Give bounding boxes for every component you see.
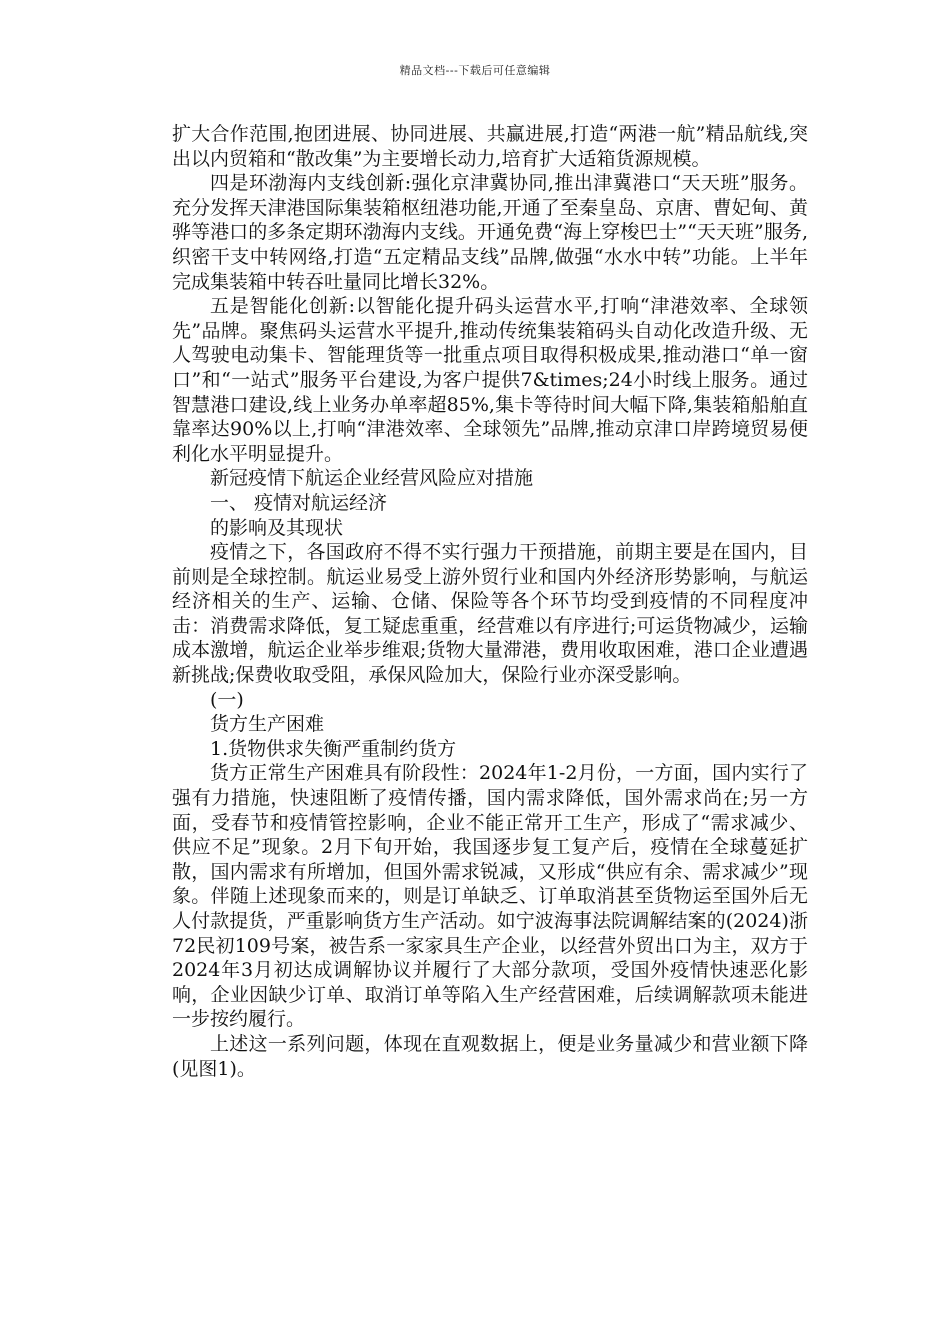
paragraph-cargo-owner-difficulty: 货方正常生产困难具有阶段性：2024年1-2月份，一方面，国内实行了强有力措施，快速阻断了疫情传播，国内需求降低，国外需求尚在;另一方面，受春节和疫情管控影响，企业不能正常开工生产，形成了“需求减少、供应不足”现象。2月下旬开始，我国逐步复工复产后，疫情在全球蔓延扩散，国内需求有所增加，但国外需求锐减，又形成“供应有余、需求减少”现象。伴随上述现象而来的，则是订单缺乏、订单取消甚至货物运至国外后无人付款提货，严重影响货方生产活动。如宁波海事法院调解结案的(2024)浙72民初109号案，被告系一家家具生产企业，以经营外贸出口为主，双方于2024年3月初达成调解协议并履行了大部分款项，受国外疫情快速恶化影响，企业因缺少订单、取消订单等陷入生产经营困难，后续调解款项未能进一步按约履行。 [172,762,808,1031]
subsection-heading: 货方生产困难 [210,713,325,736]
document-body [172,122,808,1081]
paragraph-epidemic-impact: 疫情之下，各国政府不得不实行强力干预措施，前期主要是在国内，目前则是全球控制。航运业易受上游外贸行业和国内外经济形势影响，与航运经济相关的生产、运输、仓储、保险等各个环节均受到疫情的不同程度冲击：消费需求降低，复工疑虑重重，经营难以有序进行;可运货物减少，运输成本激增，航运企业举步维艰;货物大量滞港，费用收取困难，港口企业遭遇新挑战;保费收取受阻，承保风险加大，保险行业亦深受影响。 [172,541,808,687]
paragraph-intelligent-innovation: 五是智能化创新:以智能化提升码头运营水平,打响“津港效率、全球领先”品牌。聚焦码头运营水平提升,推动传统集装箱码头自动化改造升级、无人驾驶电动集卡、智能理货等一批重点项目取得积极成果,推动港口“单一窗口”和“一站式”服务平台建设,为客户提供7&times;24小时线上服务。通过智慧港口建设,线上业务办单率超85%,集卡等待时间大幅下降,集装箱船舶直靠率达90%以上,打响“津港效率、全球领先”品牌,推动京津口岸跨境贸易便利化水平明显提升。 [172,295,808,465]
paragraph-cooperation-scope: 扩大合作范围,抱团进展、协同进展、共赢进展,打造“两港一航”精品航线,突出以内贸箱和“散改集”为主要增长动力,培育扩大适箱货源规模。 [172,123,808,170]
section-heading-one-continued: 的影响及其现状 [210,516,344,539]
subsection-number: (一) [210,688,244,711]
page-header: 精品文档---下载后可任意编辑 [399,64,551,77]
paragraph-figure-reference: 上述这一系列问题，体现在直观数据上，便是业务量减少和营业额下降(见图1)。 [172,1032,808,1080]
section-title: 新冠疫情下航运企业经营风险应对措施 [210,467,534,490]
section-heading-one: 一、 疫情对航运经济 [210,491,388,514]
paragraph-bohai-feeder-innovation: 四是环渤海内支线创新:强化京津冀协同,推出津冀港口“天天班”服务。充分发挥天津港国际集装箱枢纽港功能,开通了至秦皇岛、京唐、曹妃甸、黄骅等港口的多条定期环渤海内支线。开通免费“海上穿梭巴士”“天天班”服务,织密干支中转网络,打造“五定精品支线”品牌,做强“水水中转”功能。上半年完成集装箱中转吞吐量同比增长32%。 [172,172,808,293]
subheading-supply-demand: 1.货物供求失衡严重制约货方 [210,737,457,760]
